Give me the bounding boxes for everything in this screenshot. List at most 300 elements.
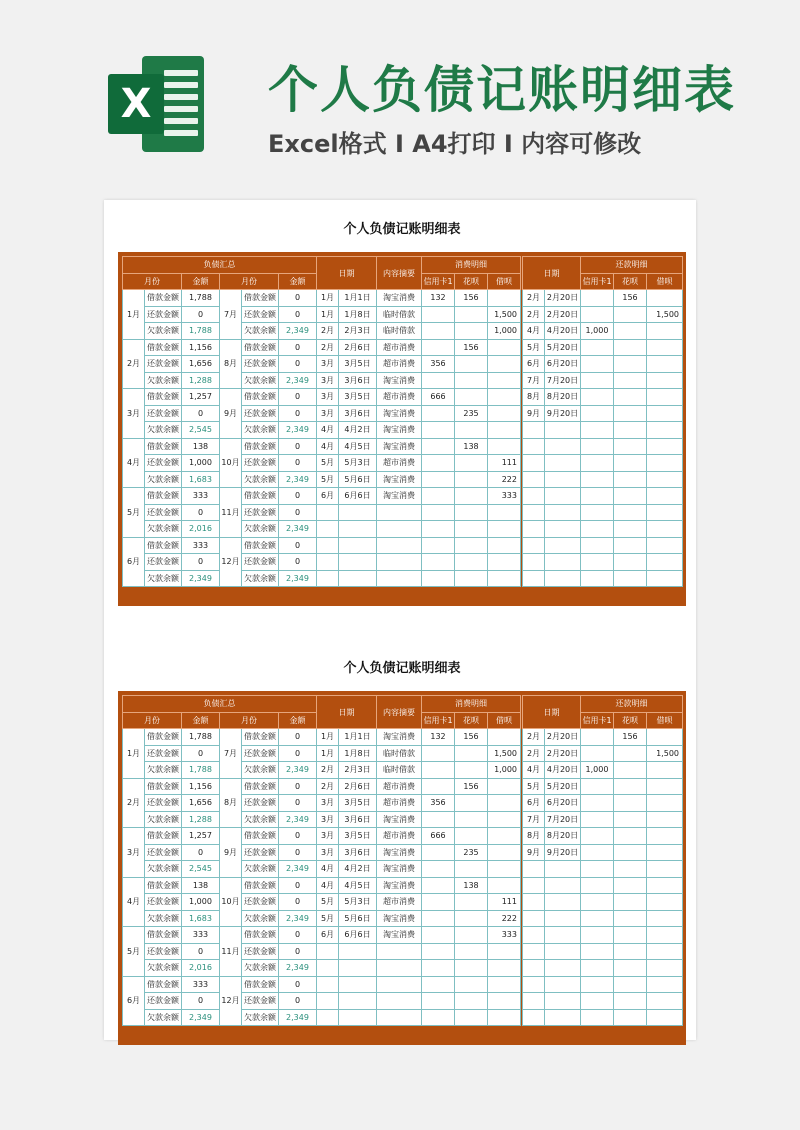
consumption-cell[interactable]: 超市消费 (377, 339, 422, 356)
repayment-cell[interactable] (545, 471, 581, 488)
consumption-cell[interactable]: 356 (422, 356, 455, 373)
consumption-cell[interactable]: 3月 (317, 811, 339, 828)
consumption-cell[interactable]: 1,000 (488, 323, 521, 340)
consumption-cell[interactable]: 4月 (317, 861, 339, 878)
consumption-cell[interactable]: 超市消费 (377, 356, 422, 373)
consumption-cell[interactable]: 5月3日 (339, 455, 377, 472)
summary-amount[interactable]: 2,349 (279, 570, 317, 587)
consumption-cell[interactable] (339, 521, 377, 538)
consumption-cell[interactable]: 淘宝消费 (377, 471, 422, 488)
repayment-cell[interactable]: 7月 (523, 372, 545, 389)
consumption-cell[interactable] (455, 537, 488, 554)
summary-amount[interactable]: 1,000 (182, 894, 220, 911)
repayment-cell[interactable]: 1,000 (581, 762, 614, 779)
repayment-cell[interactable]: 8月20日 (545, 389, 581, 406)
summary-amount[interactable]: 0 (279, 389, 317, 406)
consumption-cell[interactable] (455, 323, 488, 340)
consumption-cell[interactable] (488, 993, 521, 1010)
consumption-cell[interactable] (488, 339, 521, 356)
repayment-cell[interactable] (581, 795, 614, 812)
consumption-cell[interactable] (377, 943, 422, 960)
repayment-cell[interactable] (614, 795, 647, 812)
repayment-cell[interactable]: 2月20日 (545, 729, 581, 746)
consumption-cell[interactable] (455, 861, 488, 878)
consumption-cell[interactable] (488, 943, 521, 960)
repayment-cell[interactable] (647, 438, 683, 455)
consumption-cell[interactable]: 6月 (317, 927, 339, 944)
consumption-cell[interactable] (455, 745, 488, 762)
repayment-cell[interactable] (581, 570, 614, 587)
summary-row-label[interactable]: 还款金额 (145, 795, 182, 812)
consumption-cell[interactable]: 2月6日 (339, 339, 377, 356)
consumption-cell[interactable] (339, 504, 377, 521)
summary-group-header[interactable]: 负债汇总 (123, 696, 317, 713)
consumption-sub-header[interactable]: 花呗 (455, 273, 488, 290)
summary-row-label[interactable]: 借款金额 (242, 927, 279, 944)
repayment-cell[interactable]: 6月20日 (545, 795, 581, 812)
repayment-cell[interactable]: 2月 (523, 729, 545, 746)
consumption-sub-header[interactable]: 借呗 (488, 273, 521, 290)
repayment-cell[interactable] (647, 894, 683, 911)
consumption-cell[interactable] (422, 894, 455, 911)
repayment-cell[interactable] (614, 521, 647, 538)
summary-row-label[interactable]: 借款金额 (145, 290, 182, 307)
summary-month[interactable]: 10月 (220, 438, 242, 488)
consumption-cell[interactable] (422, 778, 455, 795)
summary-amount[interactable]: 0 (279, 745, 317, 762)
summary-amount[interactable]: 0 (279, 778, 317, 795)
consumption-cell[interactable]: 5月6日 (339, 471, 377, 488)
summary-row-label[interactable]: 借款金额 (145, 389, 182, 406)
consumption-cell[interactable]: 3月 (317, 795, 339, 812)
summary-row-label[interactable]: 还款金额 (145, 306, 182, 323)
summary-row-label[interactable]: 欠款余额 (242, 910, 279, 927)
summary-amount[interactable]: 1,656 (182, 795, 220, 812)
repayment-cell[interactable] (523, 471, 545, 488)
repayment-cell[interactable] (614, 389, 647, 406)
consumption-cell[interactable]: 淘宝消费 (377, 877, 422, 894)
consumption-cell[interactable]: 156 (455, 729, 488, 746)
consumption-cell[interactable] (455, 554, 488, 571)
consumption-cell[interactable] (422, 844, 455, 861)
summary-row-label[interactable]: 欠款余额 (242, 422, 279, 439)
repayment-cell[interactable] (614, 570, 647, 587)
summary-row-label[interactable]: 欠款余额 (145, 811, 182, 828)
repayment-cell[interactable] (614, 488, 647, 505)
consumption-cell[interactable] (377, 521, 422, 538)
repayment-cell[interactable]: 5月 (523, 339, 545, 356)
repayment-cell[interactable] (545, 960, 581, 977)
consumption-cell[interactable] (422, 323, 455, 340)
summary-row-label[interactable]: 借款金额 (145, 339, 182, 356)
summary-month[interactable]: 8月 (220, 339, 242, 389)
summary-row-label[interactable]: 还款金额 (242, 844, 279, 861)
consumption-cell[interactable] (377, 960, 422, 977)
repayment-cell[interactable]: 2月20日 (545, 745, 581, 762)
repayment-cell[interactable] (647, 554, 683, 571)
consumption-cell[interactable] (455, 570, 488, 587)
repayment-cell[interactable] (581, 844, 614, 861)
consumption-cell[interactable]: 3月 (317, 372, 339, 389)
consumption-cell[interactable]: 1,500 (488, 306, 521, 323)
consumption-cell[interactable]: 5月 (317, 910, 339, 927)
repayment-cell[interactable]: 7月 (523, 811, 545, 828)
summary-row-label[interactable]: 欠款余额 (145, 570, 182, 587)
consumption-cell[interactable]: 1月1日 (339, 290, 377, 307)
repayment-cell[interactable] (581, 877, 614, 894)
consumption-cell[interactable]: 1月8日 (339, 306, 377, 323)
consumption-cell[interactable]: 超市消费 (377, 894, 422, 911)
summary-amount[interactable]: 0 (182, 943, 220, 960)
summary-row-label[interactable]: 借款金额 (145, 778, 182, 795)
summary-amount[interactable]: 0 (279, 488, 317, 505)
repayment-cell[interactable] (614, 504, 647, 521)
consumption-date-header[interactable]: 日期 (317, 696, 377, 729)
consumption-cell[interactable] (488, 537, 521, 554)
repayment-cell[interactable] (614, 356, 647, 373)
summary-month[interactable]: 1月 (123, 290, 145, 340)
consumption-cell[interactable]: 超市消费 (377, 389, 422, 406)
repayment-cell[interactable] (614, 372, 647, 389)
consumption-cell[interactable] (317, 504, 339, 521)
repayment-cell[interactable] (614, 405, 647, 422)
summary-col-amount[interactable]: 金额 (279, 273, 317, 290)
summary-row-label[interactable]: 欠款余额 (242, 762, 279, 779)
consumption-cell[interactable] (455, 504, 488, 521)
consumption-cell[interactable] (317, 993, 339, 1010)
summary-row-label[interactable]: 还款金额 (242, 405, 279, 422)
consumption-cell[interactable] (377, 993, 422, 1010)
summary-amount[interactable]: 0 (182, 745, 220, 762)
repayment-cell[interactable] (545, 877, 581, 894)
summary-row-label[interactable]: 还款金额 (242, 504, 279, 521)
consumption-cell[interactable] (455, 894, 488, 911)
summary-month[interactable]: 12月 (220, 537, 242, 587)
repayment-cell[interactable]: 1,500 (647, 306, 683, 323)
summary-amount[interactable]: 1,156 (182, 339, 220, 356)
summary-row-label[interactable]: 欠款余额 (145, 960, 182, 977)
summary-col-month[interactable]: 月份 (220, 273, 279, 290)
consumption-cell[interactable]: 5月6日 (339, 910, 377, 927)
repayment-cell[interactable] (614, 778, 647, 795)
repayment-cell[interactable] (523, 504, 545, 521)
repayment-cell[interactable] (647, 372, 683, 389)
consumption-cell[interactable] (422, 537, 455, 554)
repayment-cell[interactable] (581, 554, 614, 571)
summary-month[interactable]: 4月 (123, 438, 145, 488)
consumption-cell[interactable]: 4月5日 (339, 877, 377, 894)
repayment-cell[interactable] (647, 960, 683, 977)
summary-col-amount[interactable]: 金额 (182, 712, 220, 729)
consumption-cell[interactable] (317, 554, 339, 571)
consumption-cell[interactable] (455, 1009, 488, 1026)
repayment-cell[interactable] (614, 323, 647, 340)
summary-col-amount[interactable]: 金额 (182, 273, 220, 290)
consumption-cell[interactable]: 3月5日 (339, 356, 377, 373)
summary-row-label[interactable]: 还款金额 (145, 745, 182, 762)
summary-amount[interactable]: 333 (182, 976, 220, 993)
consumption-cell[interactable]: 淘宝消费 (377, 844, 422, 861)
consumption-cell[interactable]: 4月5日 (339, 438, 377, 455)
summary-month[interactable]: 6月 (123, 976, 145, 1026)
consumption-cell[interactable]: 666 (422, 828, 455, 845)
repayment-cell[interactable]: 5月 (523, 778, 545, 795)
repayment-cell[interactable] (523, 877, 545, 894)
repayment-cell[interactable] (581, 894, 614, 911)
consumption-cell[interactable] (455, 372, 488, 389)
consumption-cell[interactable] (488, 422, 521, 439)
summary-row-label[interactable]: 还款金额 (145, 993, 182, 1010)
repayment-cell[interactable] (647, 290, 683, 307)
repayment-cell[interactable] (523, 455, 545, 472)
repayment-cell[interactable] (523, 910, 545, 927)
consumption-cell[interactable] (422, 306, 455, 323)
consumption-cell[interactable] (455, 960, 488, 977)
consumption-cell[interactable]: 超市消费 (377, 795, 422, 812)
summary-amount[interactable]: 1,156 (182, 778, 220, 795)
repayment-cell[interactable]: 4月20日 (545, 762, 581, 779)
repayment-cell[interactable]: 6月20日 (545, 356, 581, 373)
summary-amount[interactable]: 0 (279, 894, 317, 911)
repayment-cell[interactable] (523, 554, 545, 571)
repayment-cell[interactable] (614, 993, 647, 1010)
consumption-cell[interactable]: 235 (455, 405, 488, 422)
summary-row-label[interactable]: 借款金额 (242, 976, 279, 993)
consumption-cell[interactable] (377, 570, 422, 587)
summary-amount[interactable]: 0 (182, 405, 220, 422)
repayment-cell[interactable] (647, 521, 683, 538)
summary-amount[interactable]: 1,257 (182, 828, 220, 845)
summary-row-label[interactable]: 欠款余额 (145, 422, 182, 439)
consumption-cell[interactable]: 4月2日 (339, 422, 377, 439)
consumption-cell[interactable] (422, 405, 455, 422)
repayment-cell[interactable] (614, 537, 647, 554)
summary-row-label[interactable]: 还款金额 (145, 943, 182, 960)
repayment-cell[interactable]: 4月 (523, 762, 545, 779)
summary-row-label[interactable]: 还款金额 (242, 356, 279, 373)
consumption-desc-header[interactable]: 内容摘要 (377, 257, 422, 290)
consumption-cell[interactable]: 3月 (317, 356, 339, 373)
consumption-cell[interactable] (422, 438, 455, 455)
repayment-cell[interactable] (581, 828, 614, 845)
consumption-cell[interactable] (422, 960, 455, 977)
summary-row-label[interactable]: 欠款余额 (145, 910, 182, 927)
repayment-cell[interactable] (647, 861, 683, 878)
consumption-cell[interactable] (488, 828, 521, 845)
repayment-cell[interactable] (523, 943, 545, 960)
summary-row-label[interactable]: 还款金额 (145, 894, 182, 911)
consumption-cell[interactable] (488, 389, 521, 406)
summary-amount[interactable]: 1,656 (182, 356, 220, 373)
consumption-cell[interactable] (422, 504, 455, 521)
repayment-cell[interactable] (647, 504, 683, 521)
repayment-cell[interactable] (614, 960, 647, 977)
consumption-cell[interactable]: 138 (455, 438, 488, 455)
consumption-cell[interactable] (488, 356, 521, 373)
repayment-cell[interactable]: 7月20日 (545, 811, 581, 828)
repayment-cell[interactable] (523, 521, 545, 538)
repayment-cell[interactable] (647, 339, 683, 356)
consumption-cell[interactable] (422, 471, 455, 488)
consumption-cell[interactable]: 临时借款 (377, 762, 422, 779)
repayment-cell[interactable] (523, 960, 545, 977)
repayment-cell[interactable]: 6月 (523, 795, 545, 812)
repayment-cell[interactable] (647, 943, 683, 960)
repayment-cell[interactable] (614, 844, 647, 861)
consumption-cell[interactable] (488, 960, 521, 977)
summary-amount[interactable]: 1,683 (182, 471, 220, 488)
consumption-cell[interactable]: 5月 (317, 894, 339, 911)
consumption-cell[interactable]: 超市消费 (377, 455, 422, 472)
repayment-date-header[interactable]: 日期 (523, 257, 581, 290)
summary-month[interactable]: 3月 (123, 389, 145, 439)
consumption-cell[interactable]: 2月 (317, 339, 339, 356)
summary-amount[interactable]: 0 (279, 927, 317, 944)
repayment-cell[interactable] (545, 927, 581, 944)
repayment-cell[interactable] (614, 438, 647, 455)
repayment-cell[interactable]: 156 (614, 729, 647, 746)
consumption-cell[interactable]: 156 (455, 778, 488, 795)
summary-amount[interactable]: 333 (182, 927, 220, 944)
consumption-cell[interactable] (339, 960, 377, 977)
consumption-cell[interactable]: 临时借款 (377, 323, 422, 340)
repayment-cell[interactable] (614, 339, 647, 356)
repayment-cell[interactable] (545, 993, 581, 1010)
repayment-cell[interactable]: 8月 (523, 828, 545, 845)
consumption-cell[interactable]: 淘宝消费 (377, 910, 422, 927)
repayment-cell[interactable]: 9月20日 (545, 405, 581, 422)
repayment-cell[interactable] (523, 488, 545, 505)
consumption-cell[interactable] (455, 356, 488, 373)
summary-amount[interactable]: 2,349 (279, 1009, 317, 1026)
repayment-cell[interactable] (581, 1009, 614, 1026)
repayment-cell[interactable]: 5月20日 (545, 778, 581, 795)
repayment-cell[interactable] (647, 795, 683, 812)
repayment-cell[interactable]: 2月 (523, 745, 545, 762)
summary-row-label[interactable]: 还款金额 (145, 405, 182, 422)
repayment-cell[interactable] (647, 422, 683, 439)
summary-month[interactable]: 9月 (220, 389, 242, 439)
summary-col-month[interactable]: 月份 (123, 712, 182, 729)
consumption-cell[interactable]: 3月5日 (339, 795, 377, 812)
consumption-cell[interactable]: 1月 (317, 306, 339, 323)
consumption-cell[interactable] (455, 422, 488, 439)
summary-amount[interactable]: 2,349 (279, 861, 317, 878)
repayment-cell[interactable]: 4月20日 (545, 323, 581, 340)
summary-row-label[interactable]: 还款金额 (145, 455, 182, 472)
consumption-cell[interactable]: 138 (455, 877, 488, 894)
summary-row-label[interactable]: 还款金额 (145, 554, 182, 571)
repayment-cell[interactable] (614, 910, 647, 927)
repayment-cell[interactable]: 2月 (523, 290, 545, 307)
repayment-cell[interactable]: 7月20日 (545, 372, 581, 389)
summary-amount[interactable]: 0 (279, 356, 317, 373)
consumption-cell[interactable] (488, 844, 521, 861)
summary-amount[interactable]: 0 (279, 438, 317, 455)
repayment-cell[interactable] (581, 927, 614, 944)
summary-amount[interactable]: 0 (279, 993, 317, 1010)
repayment-cell[interactable]: 9月 (523, 405, 545, 422)
repayment-cell[interactable] (545, 943, 581, 960)
summary-amount[interactable]: 333 (182, 488, 220, 505)
consumption-cell[interactable] (455, 943, 488, 960)
repayment-cell[interactable] (581, 729, 614, 746)
summary-amount[interactable]: 2,016 (182, 521, 220, 538)
repayment-cell[interactable] (523, 927, 545, 944)
consumption-cell[interactable]: 3月6日 (339, 405, 377, 422)
repayment-cell[interactable] (581, 306, 614, 323)
summary-amount[interactable]: 1,683 (182, 910, 220, 927)
consumption-cell[interactable]: 临时借款 (377, 306, 422, 323)
summary-row-label[interactable]: 还款金额 (242, 455, 279, 472)
summary-row-label[interactable]: 借款金额 (242, 537, 279, 554)
summary-month[interactable]: 4月 (123, 877, 145, 927)
summary-amount[interactable]: 2,349 (182, 1009, 220, 1026)
repayment-cell[interactable] (614, 745, 647, 762)
consumption-cell[interactable] (422, 521, 455, 538)
repayment-cell[interactable] (545, 422, 581, 439)
summary-amount[interactable]: 0 (182, 306, 220, 323)
repayment-cell[interactable] (647, 877, 683, 894)
repayment-cell[interactable] (523, 894, 545, 911)
repayment-cell[interactable] (647, 976, 683, 993)
repayment-cell[interactable] (581, 943, 614, 960)
repayment-cell[interactable]: 6月 (523, 356, 545, 373)
summary-amount[interactable]: 0 (279, 306, 317, 323)
summary-amount[interactable]: 1,788 (182, 290, 220, 307)
summary-row-label[interactable]: 欠款余额 (242, 811, 279, 828)
repayment-cell[interactable] (545, 554, 581, 571)
consumption-cell[interactable] (455, 910, 488, 927)
summary-row-label[interactable]: 欠款余额 (242, 1009, 279, 1026)
consumption-cell[interactable] (488, 504, 521, 521)
summary-row-label[interactable]: 欠款余额 (242, 570, 279, 587)
consumption-cell[interactable] (455, 389, 488, 406)
consumption-cell[interactable] (317, 521, 339, 538)
consumption-cell[interactable] (339, 1009, 377, 1026)
consumption-cell[interactable]: 5月 (317, 471, 339, 488)
repayment-sub-header[interactable]: 花呗 (614, 712, 647, 729)
repayment-cell[interactable] (581, 356, 614, 373)
summary-amount[interactable]: 1,788 (182, 729, 220, 746)
consumption-cell[interactable] (317, 960, 339, 977)
summary-amount[interactable]: 0 (279, 290, 317, 307)
consumption-cell[interactable]: 超市消费 (377, 778, 422, 795)
repayment-cell[interactable] (647, 844, 683, 861)
repayment-cell[interactable] (647, 405, 683, 422)
summary-amount[interactable]: 2,349 (279, 323, 317, 340)
repayment-cell[interactable] (647, 927, 683, 944)
consumption-cell[interactable]: 2月 (317, 778, 339, 795)
summary-row-label[interactable]: 借款金额 (145, 537, 182, 554)
summary-row-label[interactable]: 还款金额 (242, 795, 279, 812)
repayment-group-header[interactable]: 还款明细 (581, 696, 683, 713)
repayment-cell[interactable] (523, 570, 545, 587)
repayment-cell[interactable] (614, 828, 647, 845)
consumption-cell[interactable] (455, 976, 488, 993)
consumption-cell[interactable]: 3月 (317, 405, 339, 422)
repayment-group-header[interactable]: 还款明细 (581, 257, 683, 274)
consumption-cell[interactable] (422, 877, 455, 894)
summary-row-label[interactable]: 还款金额 (145, 504, 182, 521)
repayment-cell[interactable] (545, 504, 581, 521)
summary-row-label[interactable]: 欠款余额 (242, 960, 279, 977)
repayment-cell[interactable]: 2月20日 (545, 306, 581, 323)
consumption-cell[interactable]: 156 (455, 339, 488, 356)
consumption-cell[interactable] (422, 993, 455, 1010)
summary-amount[interactable]: 138 (182, 438, 220, 455)
consumption-cell[interactable] (422, 976, 455, 993)
